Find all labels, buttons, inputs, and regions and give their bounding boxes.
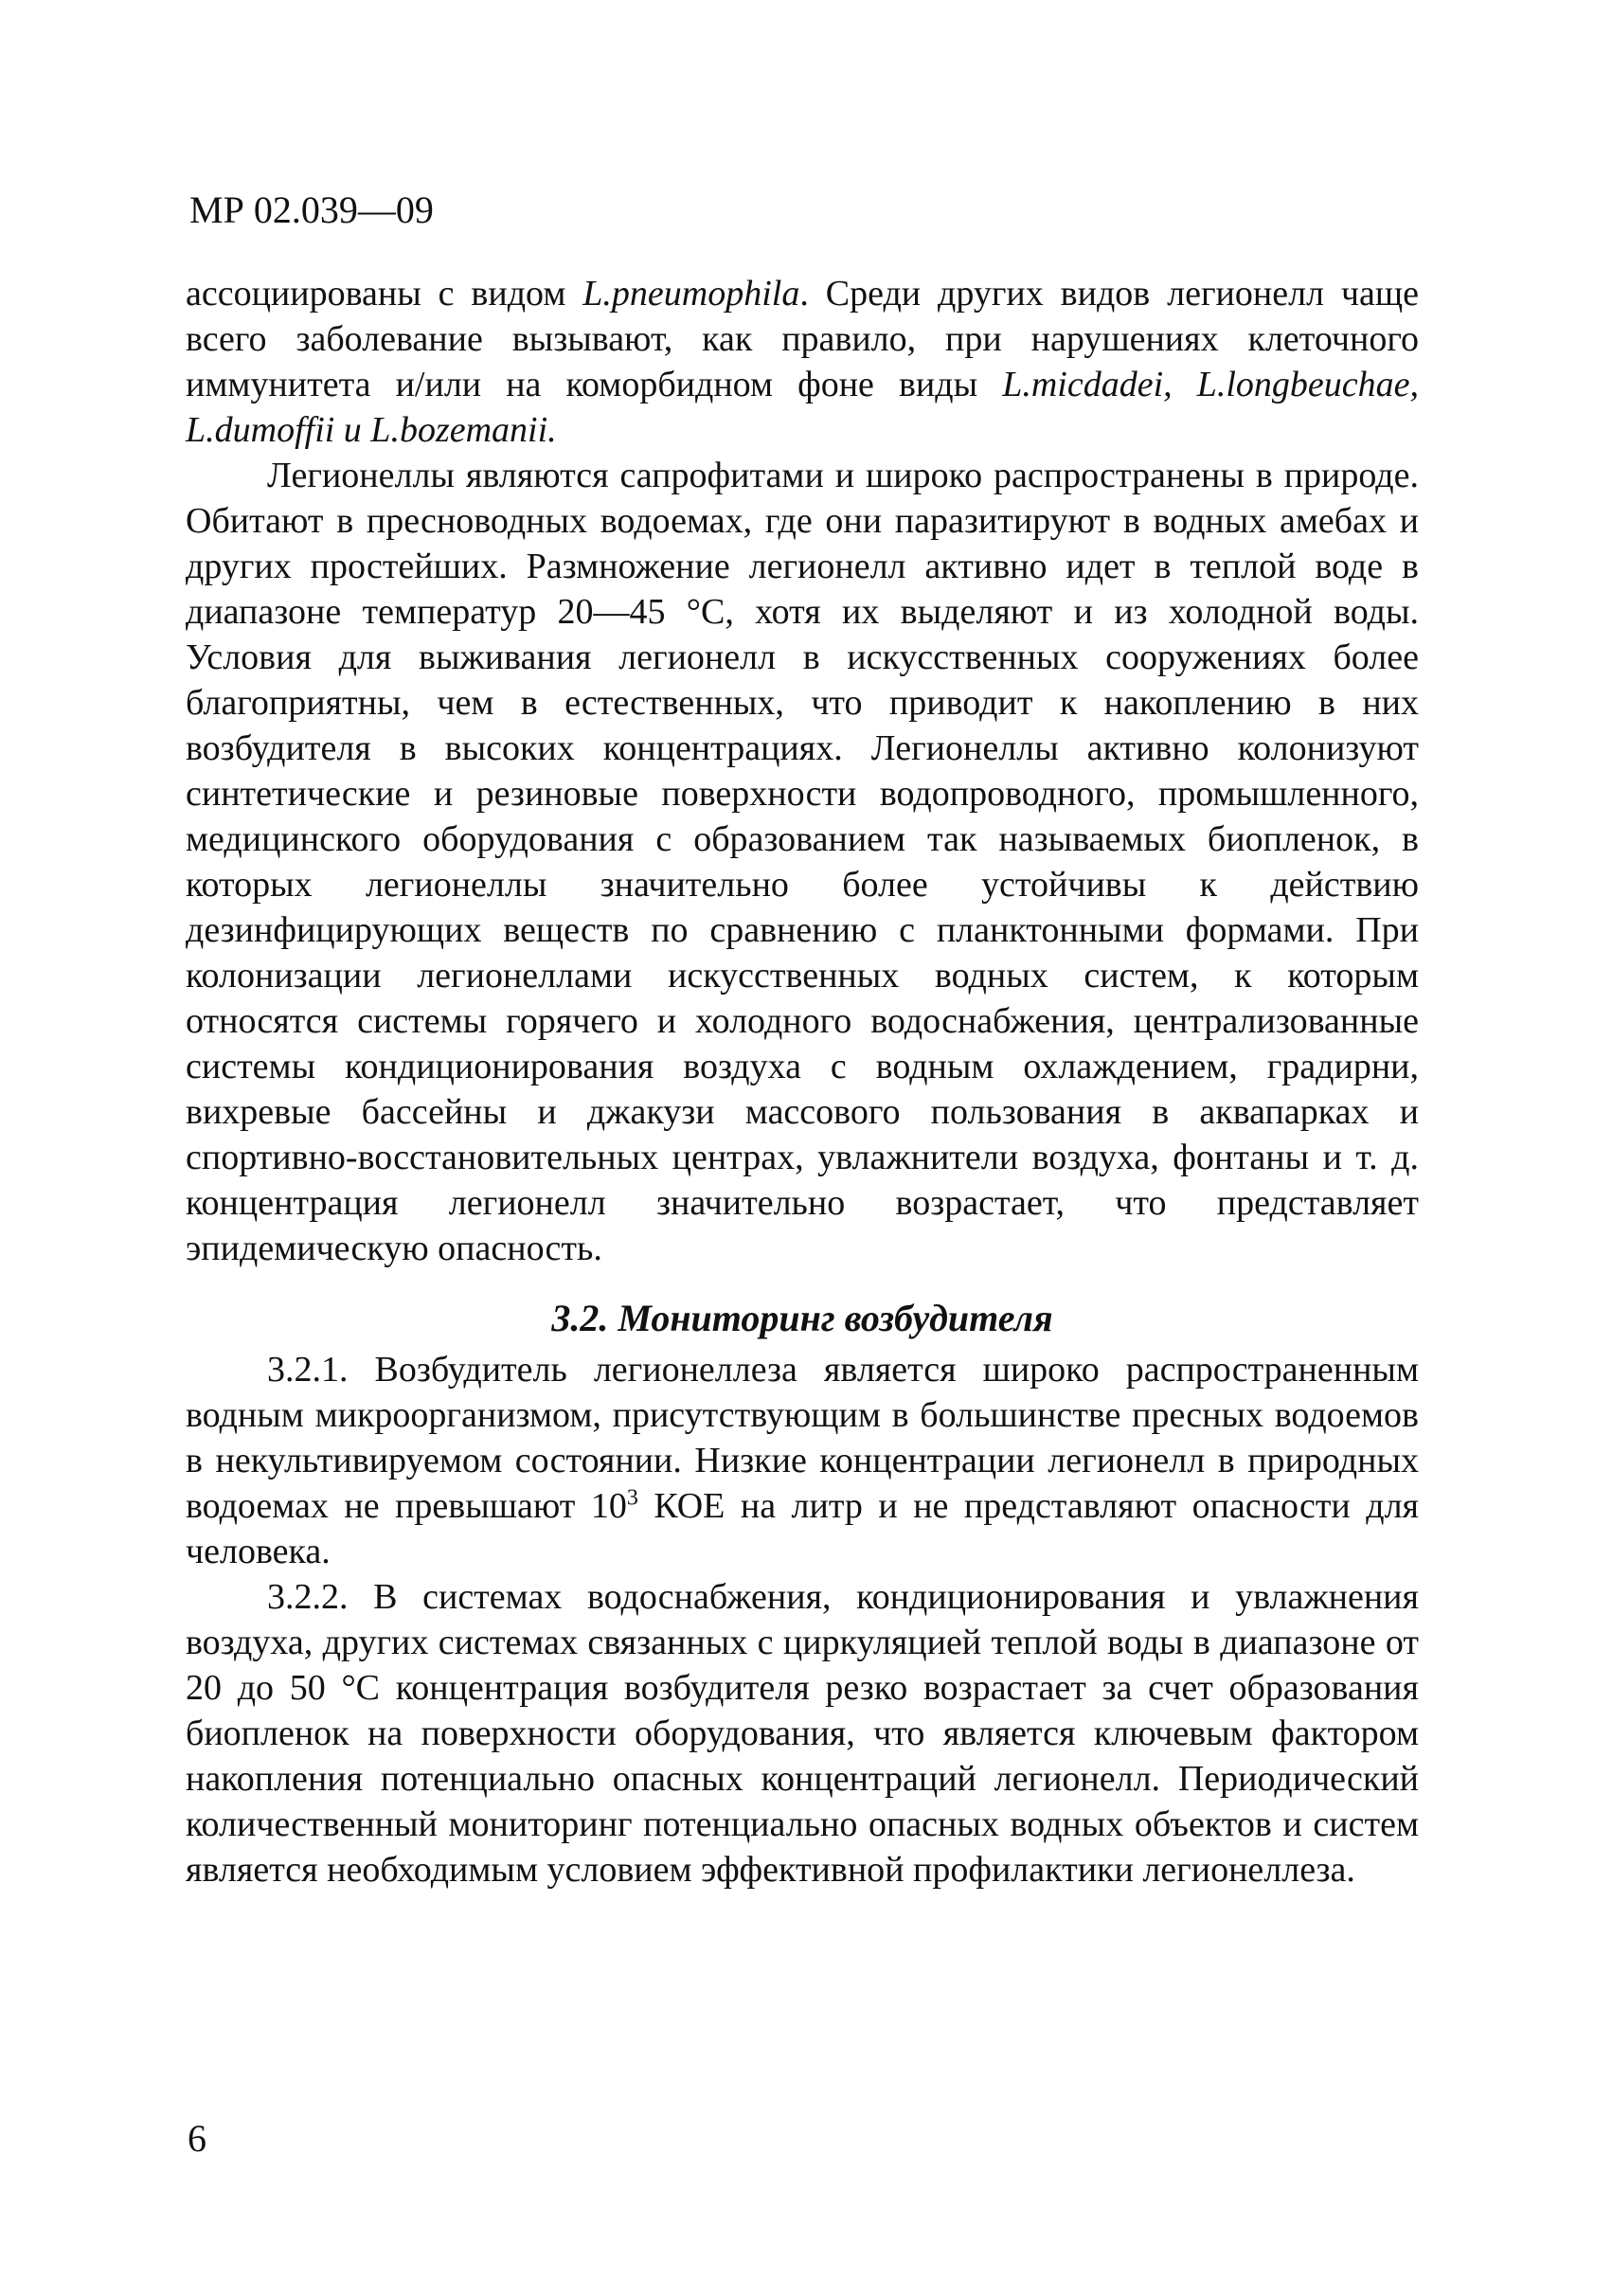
paragraph-text: . Среди других видов легионелл чаще всего заболевание вызывают, как правило, при нарушениях клеточного иммунитета и/или на коморбидном фоне виды [186, 274, 1419, 404]
paragraph-text: КОЕ на литр и не представляют опасности для человека. [186, 1486, 1420, 1571]
paragraph-text: ассоциированы с видом [186, 274, 583, 314]
species-list: L.micdadei, L.longbeuchae, L.dumoffii u L.bozemanii. [186, 365, 1419, 450]
paragraph-3-2-1 [186, 1347, 1419, 1574]
section-heading: 3.2. Мониторинг возбудителя [551, 1297, 1053, 1339]
paragraph-habitat: Легионеллы являются сапрофитами и широко распространены в природе. Обитают в пресноводных водоемах, где они паразитируют в водных амебах и других простейших. Размножение легионелл активно идет в теплой воде в диапазоне температур 20—45 °С, хотя их выделяют и из холодной воды. Условия для выживания легионелл в искусственных сооружениях более благоприятны, чем в естественных, что приводит к накоплению в них возбудителя в высоких концентрациях. Легионеллы активно колонизуют синтетические и резиновые поверхности водопроводного, промышленного, медицинского оборудования с образованием так называемых биопленок, в которых легионеллы значительно более устойчивы к действию дезинфицирующих веществ по сравнению с планктонными формами. При колонизации легионеллами искусственных водных систем, к которым относятся системы горячего и холодного водоснабжения, централизованные системы кондиционирования воздуха с водным охлаждением, градирни, вихревые бассейны и джакузи массового пользования в аквапарках и спортивно-восстановительных центрах, увлажнители воздуха, фонтаны и т. д. концентрация легионелл значительно возрастает, что представляет эпидемическую опасность. [186, 456, 1419, 1268]
species-name: L.pneumophila [582, 274, 800, 314]
exponent: 3 [626, 1485, 638, 1511]
body-text [186, 271, 1419, 1892]
document-code: МР 02.039—09 [189, 188, 434, 231]
paragraph-species [186, 271, 1419, 453]
paragraph-text: 3.2.1. Возбудитель легионеллеза является широко распространенным водным микроорганизмом, присутствующим в большинстве пресных водоемов в некультивируемом состоянии. Низкие концентрации легионелл в природных водоемах не превышают 10 [186, 1350, 1419, 1526]
page-number: 6 [188, 2117, 206, 2160]
paragraph-3-2-2: 3.2.2. В системах водоснабжения, кондиционирования и увлажнения воздуха, других системах связанных с циркуляцией теплой воды в диапазоне от 20 до 50 °С концентрация возбудителя резко возрастает за счет образования биопленок на поверхности оборудования, что является ключевым фактором накопления потенциально опасных концентраций легионелл. Периодический количественный мониторинг потенциально опасных водных объектов и систем является необходимым условием эффективной профилактики легионеллеза. [186, 1577, 1419, 1890]
